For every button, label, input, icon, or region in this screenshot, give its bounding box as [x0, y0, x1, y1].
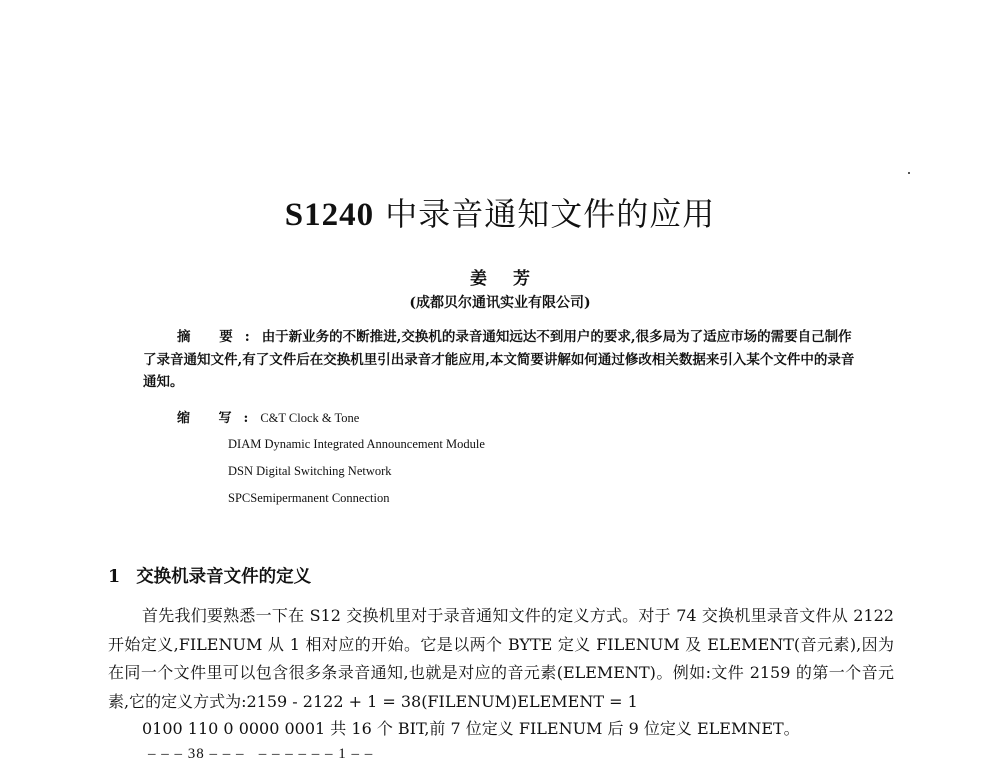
abbreviation-item: SPCSemipermanent Connection [228, 491, 390, 505]
title-code: S1240 [284, 197, 375, 233]
abbreviation-item: C&T Clock & Tone [260, 411, 360, 425]
abbreviations-heading [177, 408, 359, 429]
bit-layout-diagram: – – – 38 – – – – – – – – – 1 – – [148, 746, 374, 762]
abstract-label: 摘 要: [177, 329, 262, 345]
author-name: 姜 芳 [470, 269, 540, 289]
paper-title [0, 194, 1000, 235]
title-text: 中录音通知文件的应用 [374, 195, 716, 233]
abbreviation-item: DSN Digital Switching Network [228, 464, 392, 478]
section-heading [108, 563, 311, 588]
abbreviations-label: 缩 写: [177, 411, 261, 426]
scan-speck [908, 172, 910, 174]
author-affiliation: (成都贝尔通讯实业有限公司) [409, 295, 591, 311]
section-title: 交换机录音文件的定义 [136, 567, 312, 587]
body-line: 0100 110 0 0000 0001 共 16 个 BIT,前 7 位定义 FILENUM 后 9 位定义 ELEMNET。 [142, 719, 800, 738]
abstract [143, 326, 863, 394]
abstract-text: 由于新业务的不断推进,交换机的录音通知远达不到用户的要求,很多局为了适应市场的需要自己制作了录音通知文件,有了文件后在交换机里引出录音才能应用,本文简要讲解如何通过修改相关数据来引入某个文件中的录音通知。 [143, 329, 855, 390]
abbreviation-item: DIAM Dynamic Integrated Announcement Module [228, 437, 485, 451]
body-paragraph: 首先我们要熟悉一下在 S12 交换机里对于录音通知文件的定义方式。对于 74 交换机里录音文件从 2122 开始定义,FILENUM 从 1 相对应的开始。它是以两个 BYTE 定义 FILENUM 及 ELEMENT(音元素),因为在同一个文件里可以包含很多条录音通知,也就是对应的音元素(ELEMENT)。例如:文件 2159 的第一个音元素,它的定义方式为:2159 - 2122 + 1 = 38(FILENUM)ELEMENT = 1 [108, 606, 894, 711]
abbreviations-list [228, 434, 485, 515]
section-number: 1 [108, 567, 121, 587]
